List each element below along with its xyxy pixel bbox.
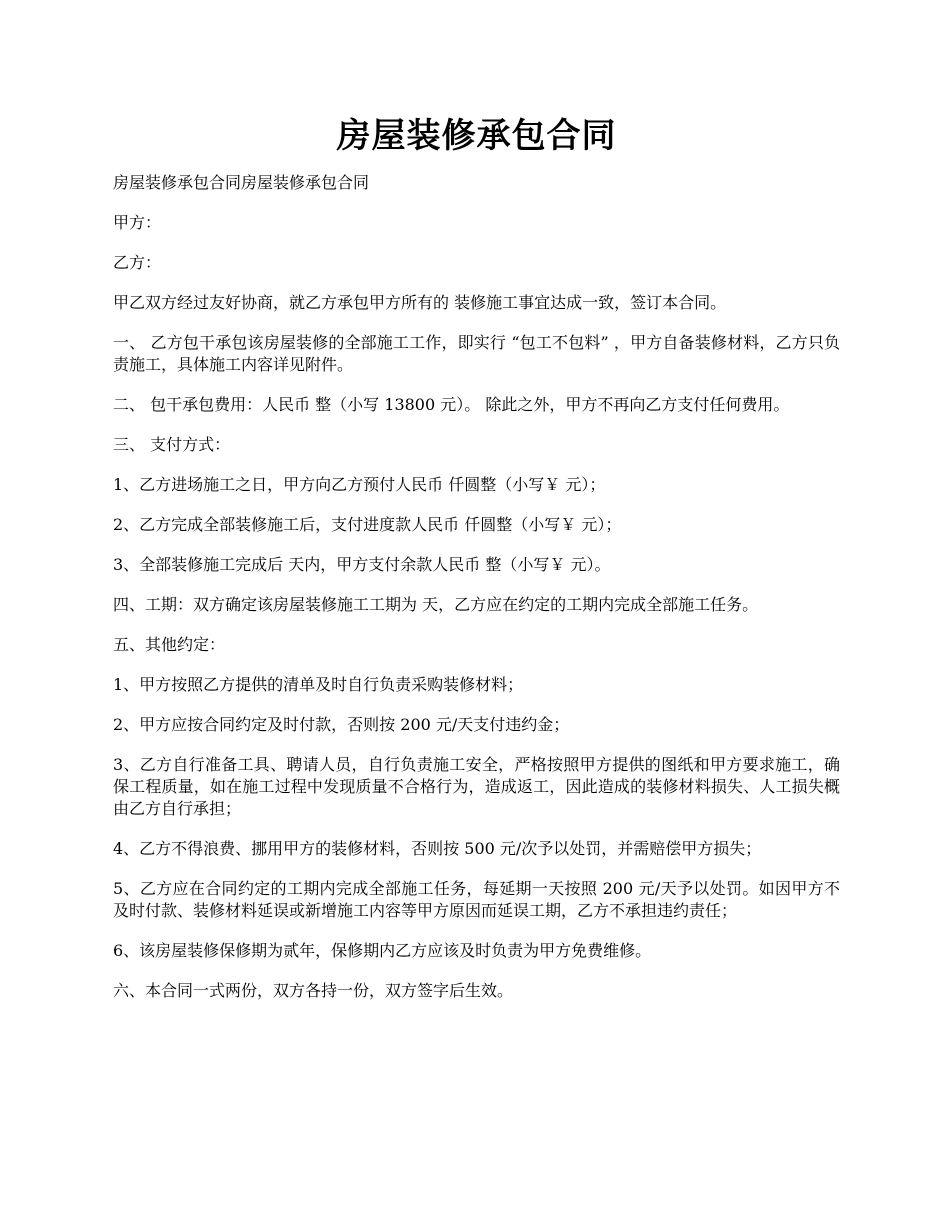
paragraph-other-3: 3、乙方自行准备工具、聘请人员，自行负责施工安全，严格按照甲方提供的图纸和甲方要求施工，确保工程质量，如在施工过程中发现质量不合格行为，造成返工，因此造成的装修材料损失、人工损失概由乙方自行承担； xyxy=(113,755,840,818)
paragraph-clause-5: 五、其他约定： xyxy=(113,635,226,654)
paragraph-clause-1: 一、 乙方包干承包该房屋装修的全部施工工作，即实行 “包工不包料” ，甲方自备装修材料，乙方只负责施工，具体施工内容详见附件。 xyxy=(113,333,840,374)
paragraph-clause-3: 三、 支付方式： xyxy=(113,435,231,454)
document-page xyxy=(113,112,840,1020)
paragraph-payment-3: 3、全部装修施工完成后 天内，甲方支付余款人民币 整（小写￥ 元）。 xyxy=(113,555,611,574)
paragraph-other-1: 1、甲方按照乙方提供的清单及时自行负责采购装修材料； xyxy=(113,675,524,694)
document-title: 房屋装修承包合同 xyxy=(336,116,617,156)
paragraph-party-a: 甲方： xyxy=(113,213,162,232)
paragraph-clause-4: 四、工期：双方确定该房屋装修施工工期为 天，乙方应在约定的工期内完成全部施工任务。 xyxy=(113,595,759,614)
paragraph-other-2: 2、甲方应按合同约定及时付款，否则按 200 元/天支付违约金； xyxy=(113,715,570,734)
paragraph-clause-6: 六、本合同一式两份，双方各持一份，双方签字后生效。 xyxy=(113,981,514,1000)
paragraph-other-5: 5、乙方应在合同约定的工期内完成全部施工任务，每延期一天按照 200 元/天予以处罚。如因甲方不及时付款、装修材料延误或新增施工内容等甲方原因而延误工期，乙方不承担违约责任； xyxy=(113,879,840,920)
paragraph-other-4: 4、乙方不得浪费、挪用甲方的装修材料，否则按 500 元/次予以处罚，并需赔偿甲方损失； xyxy=(113,839,762,858)
paragraph-preamble: 甲乙双方经过友好协商，就乙方承包甲方所有的 装修施工事宜达成一致，签订本合同。 xyxy=(113,293,727,312)
paragraph-subtitle: 房屋装修承包合同房屋装修承包合同 xyxy=(113,173,370,192)
paragraph-payment-2: 2、乙方完成全部装修施工后，支付进度款人民币 仟圆整（小写￥ 元）； xyxy=(113,515,622,534)
paragraph-payment-1: 1、乙方进场施工之日，甲方向乙方预付人民币 仟圆整（小写￥ 元）； xyxy=(113,475,606,494)
paragraph-party-b: 乙方： xyxy=(113,253,162,272)
paragraph-clause-2: 二、 包干承包费用：人民币 整（小写 13800 元）。 除此之外，甲方不再向乙方支付任何费用。 xyxy=(113,395,790,414)
paragraph-other-6: 6、该房屋装修保修期为贰年，保修期内乙方应该及时负责为甲方免费维修。 xyxy=(113,941,652,960)
